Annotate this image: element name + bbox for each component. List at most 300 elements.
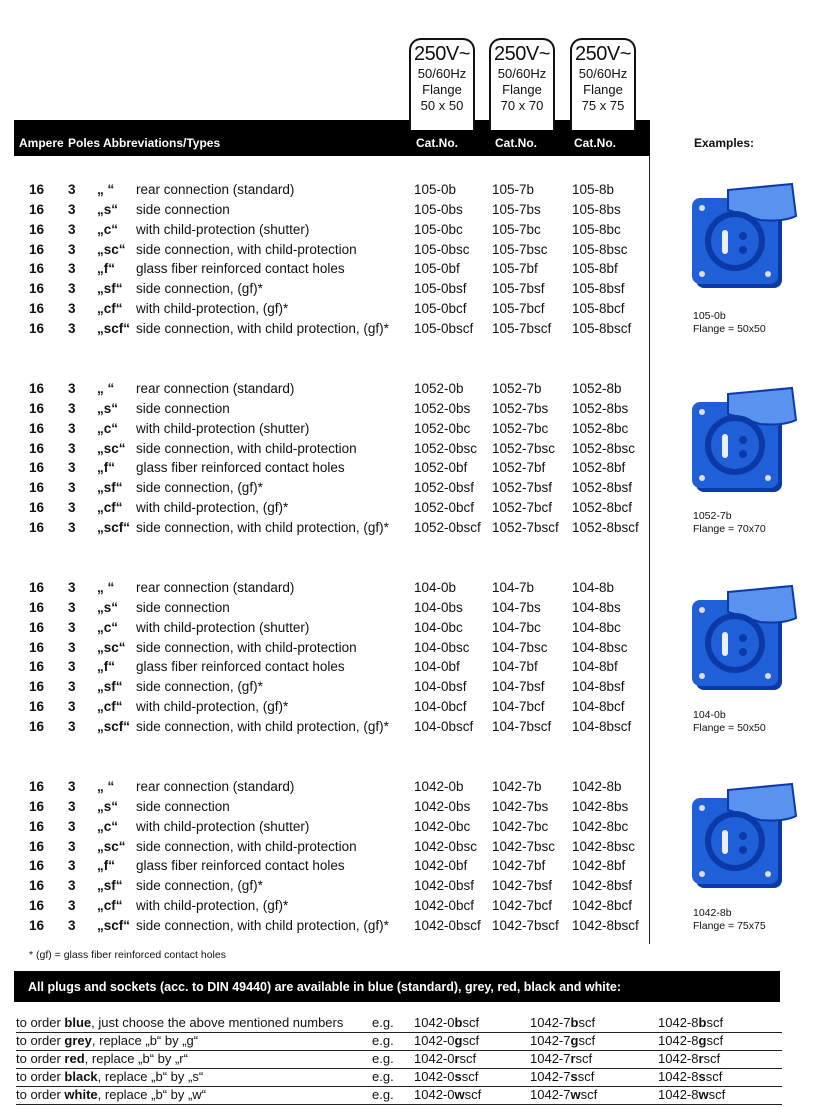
cat-no-50: 105-0bsf xyxy=(414,281,467,297)
ampere-cell: 16 xyxy=(29,241,45,257)
ampere-cell: 16 xyxy=(29,718,45,734)
poles-cell: 3 xyxy=(68,779,76,794)
abbreviation-cell: „ “ xyxy=(97,182,115,197)
header-cat-75: Cat.No. xyxy=(574,136,616,150)
order-example-2 xyxy=(530,1051,592,1066)
order-prefix: to order xyxy=(16,1015,65,1030)
header-ampere: Ampere xyxy=(19,136,64,150)
example-caption xyxy=(693,310,766,336)
cat-no-50: 1052-0bc xyxy=(414,420,471,436)
cat-no-50: 105-0b xyxy=(414,182,457,197)
cat-no-50: 104-0b xyxy=(414,580,457,595)
ampere-cell: 16 xyxy=(29,420,45,436)
cat-no-75: 104-8b xyxy=(572,580,615,595)
ampere-cell: 16 xyxy=(29,599,45,615)
order-example-3 xyxy=(658,1033,723,1048)
cat-no-75: 105-8bsf xyxy=(572,281,625,297)
cat-no-75: 1052-8bs xyxy=(572,400,629,416)
abbreviation-cell: „ “ xyxy=(97,381,115,396)
order-color: black xyxy=(64,1069,98,1084)
cat-no-50: 1052-0bf xyxy=(414,460,468,476)
poles-cell: 3 xyxy=(68,878,76,894)
description-cell: side connection, with child protection, (gf)* xyxy=(136,718,389,734)
cat-no-75: 105-8bscf xyxy=(572,320,632,336)
cat-no-75: 1052-8b xyxy=(572,381,622,396)
example-suffix: scf xyxy=(461,1069,479,1084)
abbreviation-cell: „sc“ xyxy=(97,440,126,456)
cat-no-50: 104-0bsc xyxy=(414,639,470,655)
order-eg: e.g. xyxy=(372,1051,394,1066)
order-example-1 xyxy=(414,1015,479,1030)
availability-text: All plugs and sockets (acc. to DIN 49440) are available in blue (standard), grey, red, black and white: xyxy=(28,980,622,994)
description-cell: side connection, with child-protection xyxy=(136,440,357,456)
ampere-cell: 16 xyxy=(29,917,45,933)
poles-cell: 3 xyxy=(68,460,76,476)
cat-no-50: 104-0bcf xyxy=(414,699,467,715)
poles-cell: 3 xyxy=(68,659,76,675)
flange-size: 70 x 70 xyxy=(500,98,544,113)
poles-cell: 3 xyxy=(68,400,76,416)
cat-no-50: 104-0bs xyxy=(414,599,463,615)
cat-no-70: 104-7b xyxy=(492,580,535,595)
abbreviation-cell: „f“ xyxy=(97,460,115,476)
example-suffix: scf xyxy=(577,1069,595,1084)
example-base: 1042-8 xyxy=(658,1051,699,1066)
abbreviation-cell: „c“ xyxy=(97,619,119,635)
example-suffix: scf xyxy=(708,1087,726,1102)
ampere-cell: 16 xyxy=(29,580,45,595)
cat-no-75: 104-8bscf xyxy=(572,718,632,734)
example-suffix: scf xyxy=(575,1051,593,1066)
order-suffix: , just choose the above mentioned numbers xyxy=(91,1015,344,1030)
cat-no-70: 105-7bs xyxy=(492,201,541,217)
flange-box-75 xyxy=(570,38,636,130)
ampere-cell: 16 xyxy=(29,699,45,715)
voltage-label: 250V~ xyxy=(575,43,631,65)
order-row xyxy=(16,1014,782,1033)
order-color: blue xyxy=(64,1015,92,1030)
abbreviation-cell: „c“ xyxy=(97,420,119,436)
example-base: 1042-7 xyxy=(530,1033,571,1048)
cat-no-75: 1052-8bc xyxy=(572,420,629,436)
cat-no-50: 104-0bc xyxy=(414,619,463,635)
poles-cell: 3 xyxy=(68,281,76,297)
example-caption xyxy=(693,907,766,933)
ampere-cell: 16 xyxy=(29,261,45,277)
order-color: red xyxy=(64,1051,85,1066)
ampere-cell: 16 xyxy=(29,659,45,675)
abbreviation-cell: „c“ xyxy=(97,818,119,834)
order-example-2 xyxy=(530,1015,595,1030)
frequency-label: 50/60Hz xyxy=(497,66,547,81)
flange-size: 50 x 50 xyxy=(420,98,464,113)
cat-no-50: 105-0bscf xyxy=(414,320,474,336)
order-row xyxy=(16,1050,782,1069)
order-example-2 xyxy=(530,1087,597,1102)
abbreviation-cell: „f“ xyxy=(97,659,115,675)
cat-no-75: 1042-8b xyxy=(572,779,622,794)
order-row xyxy=(16,1086,782,1105)
cat-no-50: 1052-0bsc xyxy=(414,440,478,456)
order-instruction xyxy=(16,1033,198,1048)
header-cat-70: Cat.No. xyxy=(495,136,537,150)
abbreviation-cell: „cf“ xyxy=(97,500,123,516)
abbreviation-cell: „scf“ xyxy=(97,917,131,933)
example-cat-no: 104-0b xyxy=(693,709,726,721)
description-cell: glass fiber reinforced contact holes xyxy=(136,659,345,675)
poles-cell: 3 xyxy=(68,699,76,715)
cat-no-75: 104-8bsc xyxy=(572,639,628,655)
flange-box-70 xyxy=(489,38,555,130)
cat-no-70: 1052-7bscf xyxy=(492,519,559,535)
socket-image xyxy=(688,180,800,295)
flange-box-50 xyxy=(409,38,475,130)
example-suffix: scf xyxy=(703,1051,721,1066)
column-divider xyxy=(649,156,650,944)
cat-no-75: 1042-8bs xyxy=(572,798,629,814)
order-instruction xyxy=(16,1051,188,1066)
cat-no-70: 1042-7bscf xyxy=(492,917,559,933)
cat-no-70: 105-7bscf xyxy=(492,320,552,336)
example-color-code: r xyxy=(698,1051,704,1066)
example-flange: Flange = 50x50 xyxy=(693,323,766,335)
cat-no-50: 1042-0b xyxy=(414,779,464,794)
order-row xyxy=(16,1068,782,1087)
cat-no-70: 1052-7bcf xyxy=(492,500,553,516)
cat-no-75: 104-8bcf xyxy=(572,699,625,715)
example-base: 1042-8 xyxy=(658,1069,699,1084)
description-cell: rear connection (standard) xyxy=(136,381,295,396)
cat-no-70: 105-7bsc xyxy=(492,241,548,257)
poles-cell: 3 xyxy=(68,182,76,197)
description-cell: rear connection (standard) xyxy=(136,779,295,794)
abbreviation-cell: „s“ xyxy=(97,400,119,416)
cat-no-50: 105-0bcf xyxy=(414,301,467,317)
cat-no-50: 1042-0bscf xyxy=(414,917,481,933)
order-example-1 xyxy=(414,1051,476,1066)
cat-no-70: 105-7bc xyxy=(492,221,541,237)
cat-no-70: 1052-7bc xyxy=(492,420,549,436)
example-base: 1042-8 xyxy=(658,1033,699,1048)
cat-no-50: 1042-0bc xyxy=(414,818,471,834)
example-flange: Flange = 75x75 xyxy=(693,920,766,932)
description-cell: side connection, (gf)* xyxy=(136,281,263,297)
cat-no-50: 105-0bsc xyxy=(414,241,470,257)
example-suffix: scf xyxy=(578,1015,596,1030)
cat-no-75: 1042-8bscf xyxy=(572,917,639,933)
abbreviation-cell: „s“ xyxy=(97,201,119,217)
example-suffix: scf xyxy=(462,1033,480,1048)
poles-cell: 3 xyxy=(68,500,76,516)
order-prefix: to order xyxy=(16,1033,65,1048)
ampere-cell: 16 xyxy=(29,182,45,197)
description-cell: with child-protection, (gf)* xyxy=(136,301,289,317)
example-suffix: scf xyxy=(706,1015,724,1030)
cat-no-50: 1052-0bsf xyxy=(414,480,475,496)
example-base: 1042-8 xyxy=(658,1015,699,1030)
cat-no-50: 104-0bf xyxy=(414,659,460,675)
example-color-code: b xyxy=(454,1015,463,1030)
ampere-cell: 16 xyxy=(29,500,45,516)
example-suffix: scf xyxy=(705,1069,723,1084)
example-base: 1042-0 xyxy=(414,1051,455,1066)
description-cell: side connection, with child protection, (gf)* xyxy=(136,519,389,535)
example-color-code: r xyxy=(454,1051,460,1066)
order-prefix: to order xyxy=(16,1051,65,1066)
description-cell: side connection, with child protection, (gf)* xyxy=(136,917,389,933)
ampere-cell: 16 xyxy=(29,619,45,635)
socket-image xyxy=(688,780,800,895)
cat-no-75: 1042-8bcf xyxy=(572,898,633,914)
example-caption xyxy=(693,510,766,536)
example-suffix: scf xyxy=(706,1033,724,1048)
example-base: 1042-0 xyxy=(414,1015,455,1030)
example-base: 1042-7 xyxy=(530,1015,571,1030)
cat-no-70: 105-7bcf xyxy=(492,301,545,317)
cat-no-75: 104-8bf xyxy=(572,659,618,675)
poles-cell: 3 xyxy=(68,718,76,734)
cat-no-70: 104-7bcf xyxy=(492,699,545,715)
poles-cell: 3 xyxy=(68,440,76,456)
cat-no-70: 105-7bf xyxy=(492,261,538,277)
cat-no-70: 105-7b xyxy=(492,182,535,197)
poles-cell: 3 xyxy=(68,858,76,874)
poles-cell: 3 xyxy=(68,599,76,615)
example-color-code: s xyxy=(570,1069,578,1084)
cat-no-75: 105-8bc xyxy=(572,221,621,237)
abbreviation-cell: „sf“ xyxy=(97,679,123,695)
poles-cell: 3 xyxy=(68,420,76,436)
example-color-code: w xyxy=(570,1087,581,1102)
description-cell: side connection xyxy=(136,201,230,217)
description-cell: rear connection (standard) xyxy=(136,580,295,595)
example-suffix: scf xyxy=(464,1087,482,1102)
description-cell: with child-protection, (gf)* xyxy=(136,699,289,715)
cat-no-70: 1052-7bf xyxy=(492,460,546,476)
cat-no-75: 1052-8bf xyxy=(572,460,626,476)
poles-cell: 3 xyxy=(68,320,76,336)
cat-no-75: 1052-8bcf xyxy=(572,500,633,516)
order-example-3 xyxy=(658,1087,725,1102)
cat-no-75: 105-8bsc xyxy=(572,241,628,257)
ampere-cell: 16 xyxy=(29,301,45,317)
flange-label: Flange xyxy=(422,82,462,97)
example-color-code: r xyxy=(570,1051,576,1066)
flange-size: 75 x 75 xyxy=(581,98,625,113)
order-suffix: , replace „b“ by „g“ xyxy=(91,1033,199,1048)
abbreviation-cell: „scf“ xyxy=(97,320,131,336)
description-cell: with child-protection (shutter) xyxy=(136,221,310,237)
order-example-1 xyxy=(414,1033,479,1048)
header-cat-50: Cat.No. xyxy=(416,136,458,150)
ampere-cell: 16 xyxy=(29,440,45,456)
cat-no-75: 104-8bsf xyxy=(572,679,625,695)
ampere-cell: 16 xyxy=(29,878,45,894)
poles-cell: 3 xyxy=(68,221,76,237)
flange-label: Flange xyxy=(583,82,623,97)
poles-cell: 3 xyxy=(68,639,76,655)
cat-no-50: 1042-0bsc xyxy=(414,838,478,854)
availability-bar xyxy=(14,971,780,1002)
cat-no-70: 1042-7bsf xyxy=(492,878,553,894)
order-eg: e.g. xyxy=(372,1033,394,1048)
socket-image xyxy=(688,582,800,697)
cat-no-75: 1052-8bscf xyxy=(572,519,639,535)
order-example-3 xyxy=(658,1051,720,1066)
order-color: white xyxy=(64,1087,98,1102)
example-color-code: w xyxy=(454,1087,465,1102)
example-base: 1042-0 xyxy=(414,1069,455,1084)
description-cell: side connection, with child protection, (gf)* xyxy=(136,320,389,336)
ampere-cell: 16 xyxy=(29,779,45,794)
example-suffix: scf xyxy=(459,1051,477,1066)
cat-no-50: 1052-0b xyxy=(414,381,464,396)
example-cat-no: 1052-7b xyxy=(693,510,732,522)
cat-no-70: 1042-7b xyxy=(492,779,542,794)
poles-cell: 3 xyxy=(68,381,76,396)
example-suffix: scf xyxy=(462,1015,480,1030)
description-cell: side connection, (gf)* xyxy=(136,480,263,496)
description-cell: side connection, with child-protection xyxy=(136,838,357,854)
example-color-code: s xyxy=(454,1069,462,1084)
cat-no-50: 105-0bf xyxy=(414,261,460,277)
cat-no-50: 1042-0bcf xyxy=(414,898,475,914)
example-flange: Flange = 70x70 xyxy=(693,523,766,535)
description-cell: side connection xyxy=(136,599,230,615)
abbreviation-cell: „f“ xyxy=(97,858,115,874)
abbreviation-cell: „sc“ xyxy=(97,838,126,854)
cat-no-70: 104-7bc xyxy=(492,619,541,635)
cat-no-70: 1042-7bf xyxy=(492,858,546,874)
cat-no-70: 104-7bf xyxy=(492,659,538,675)
order-example-3 xyxy=(658,1015,723,1030)
cat-no-70: 1042-7bsc xyxy=(492,838,556,854)
voltage-label: 250V~ xyxy=(414,43,470,65)
cat-no-75: 105-8bs xyxy=(572,201,621,217)
ampere-cell: 16 xyxy=(29,400,45,416)
example-color-code: g xyxy=(570,1033,579,1048)
cat-no-70: 1052-7b xyxy=(492,381,542,396)
poles-cell: 3 xyxy=(68,818,76,834)
order-suffix: , replace „b“ by „w“ xyxy=(97,1087,207,1102)
order-suffix: , replace „b“ by „s“ xyxy=(97,1069,204,1084)
example-color-code: b xyxy=(570,1015,579,1030)
cat-no-50: 1042-0bs xyxy=(414,798,471,814)
order-example-3 xyxy=(658,1069,722,1084)
example-color-code: g xyxy=(698,1033,707,1048)
example-base: 1042-7 xyxy=(530,1087,571,1102)
description-cell: side connection xyxy=(136,400,230,416)
abbreviation-cell: „scf“ xyxy=(97,718,131,734)
flange-label: Flange xyxy=(502,82,542,97)
cat-no-50: 105-0bc xyxy=(414,221,463,237)
example-caption xyxy=(693,709,766,735)
description-cell: rear connection (standard) xyxy=(136,182,295,197)
ampere-cell: 16 xyxy=(29,519,45,535)
abbreviation-cell: „ “ xyxy=(97,580,115,595)
poles-cell: 3 xyxy=(68,798,76,814)
poles-cell: 3 xyxy=(68,679,76,695)
order-prefix: to order xyxy=(16,1069,65,1084)
poles-cell: 3 xyxy=(68,917,76,933)
cat-no-70: 1042-7bs xyxy=(492,798,549,814)
poles-cell: 3 xyxy=(68,838,76,854)
example-base: 1042-0 xyxy=(414,1033,455,1048)
description-cell: glass fiber reinforced contact holes xyxy=(136,858,345,874)
cat-no-70: 1052-7bsf xyxy=(492,480,553,496)
description-cell: with child-protection, (gf)* xyxy=(136,898,289,914)
poles-cell: 3 xyxy=(68,241,76,257)
cat-no-50: 104-0bscf xyxy=(414,718,474,734)
abbreviation-cell: „sc“ xyxy=(97,639,126,655)
order-example-1 xyxy=(414,1069,478,1084)
ampere-cell: 16 xyxy=(29,201,45,217)
cat-no-70: 1042-7bcf xyxy=(492,898,553,914)
ampere-cell: 16 xyxy=(29,460,45,476)
example-cat-no: 1042-8b xyxy=(693,907,732,919)
ampere-cell: 16 xyxy=(29,818,45,834)
cat-no-50: 1052-0bscf xyxy=(414,519,481,535)
order-example-1 xyxy=(414,1087,481,1102)
example-base: 1042-7 xyxy=(530,1069,571,1084)
ampere-cell: 16 xyxy=(29,320,45,336)
cat-no-75: 1052-8bsc xyxy=(572,440,636,456)
description-cell: side connection xyxy=(136,798,230,814)
poles-cell: 3 xyxy=(68,519,76,535)
order-instruction xyxy=(16,1015,343,1030)
ampere-cell: 16 xyxy=(29,221,45,237)
cat-no-75: 1042-8bf xyxy=(572,858,626,874)
abbreviation-cell: „sf“ xyxy=(97,281,123,297)
socket-image xyxy=(688,384,800,499)
abbreviation-cell: „cf“ xyxy=(97,699,123,715)
cat-no-50: 105-0bs xyxy=(414,201,463,217)
ampere-cell: 16 xyxy=(29,639,45,655)
description-cell: side connection, with child-protection xyxy=(136,639,357,655)
frequency-label: 50/60Hz xyxy=(417,66,467,81)
voltage-label: 250V~ xyxy=(494,43,550,65)
cat-no-75: 1042-8bsf xyxy=(572,878,633,894)
abbreviation-cell: „s“ xyxy=(97,798,119,814)
abbreviation-cell: „cf“ xyxy=(97,898,123,914)
ampere-cell: 16 xyxy=(29,898,45,914)
ampere-cell: 16 xyxy=(29,480,45,496)
example-base: 1042-7 xyxy=(530,1051,571,1066)
cat-no-70: 1052-7bs xyxy=(492,400,549,416)
cat-no-50: 1052-0bs xyxy=(414,400,471,416)
cat-no-70: 104-7bsf xyxy=(492,679,545,695)
poles-cell: 3 xyxy=(68,619,76,635)
cat-no-50: 1052-0bcf xyxy=(414,500,475,516)
example-flange: Flange = 50x50 xyxy=(693,722,766,734)
abbreviation-cell: „sc“ xyxy=(97,241,126,257)
order-example-2 xyxy=(530,1033,595,1048)
order-instruction xyxy=(16,1087,206,1102)
cat-no-70: 104-7bsc xyxy=(492,639,548,655)
cat-no-70: 1052-7bsc xyxy=(492,440,556,456)
cat-no-75: 104-8bs xyxy=(572,599,621,615)
order-instruction xyxy=(16,1069,203,1084)
ampere-cell: 16 xyxy=(29,679,45,695)
cat-no-70: 104-7bscf xyxy=(492,718,552,734)
abbreviation-cell: „c“ xyxy=(97,221,119,237)
order-color: grey xyxy=(64,1033,92,1048)
description-cell: with child-protection (shutter) xyxy=(136,818,310,834)
abbreviation-cell: „cf“ xyxy=(97,301,123,317)
example-base: 1042-0 xyxy=(414,1087,455,1102)
cat-no-75: 105-8bf xyxy=(572,261,618,277)
example-cat-no: 105-0b xyxy=(693,310,726,322)
